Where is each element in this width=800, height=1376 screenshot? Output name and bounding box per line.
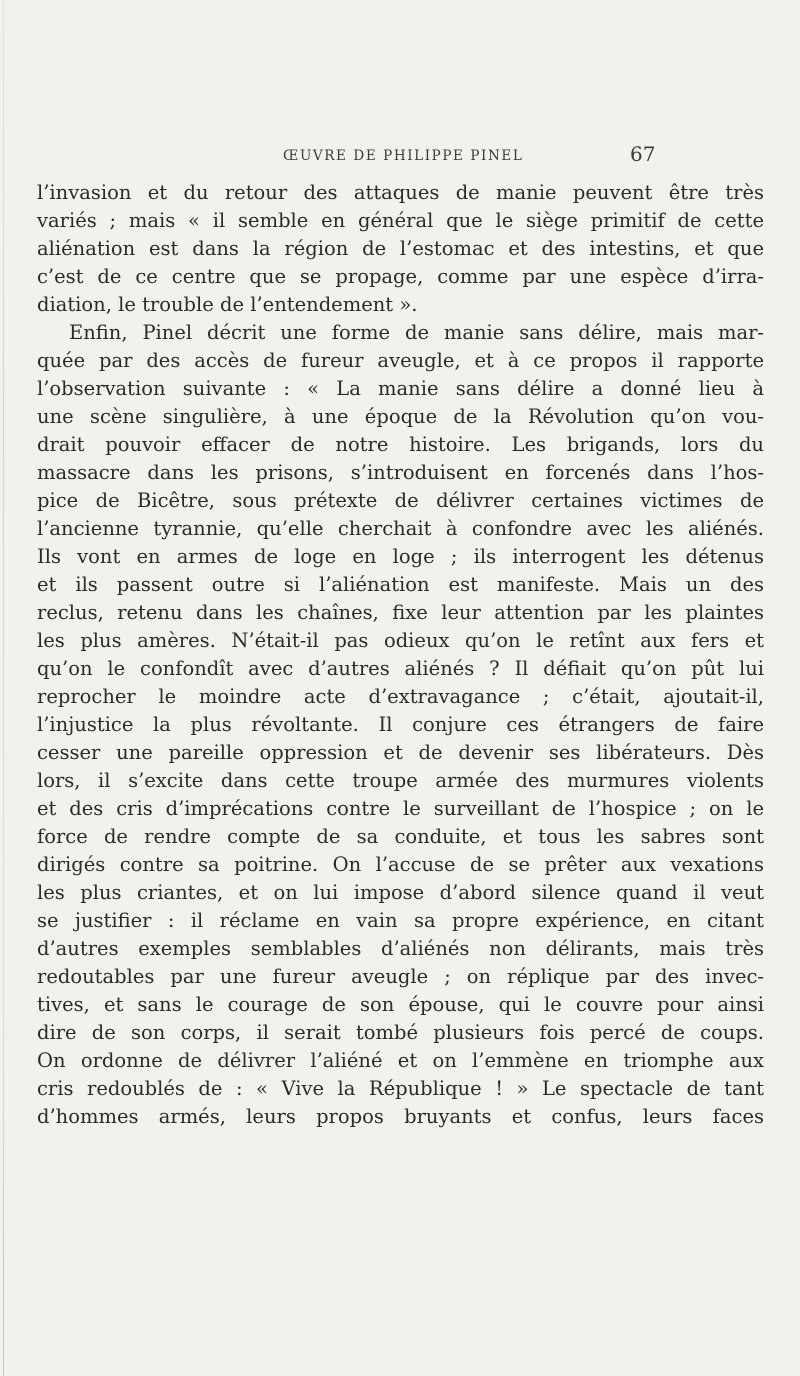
- text-line: tives, et sans le courage de son épouse, qui le couvre pour ainsi: [37, 993, 764, 1016]
- text-line: Ils vont en armes de loge en loge ; ils interrogent les détenus: [37, 545, 764, 568]
- page-number: 67: [630, 142, 656, 166]
- text-line: force de rendre compte de sa conduite, et tous les sabres sont: [37, 825, 764, 848]
- text-line: massacre dans les prisons, s’introduisent en forcenés dans l’hos-: [37, 461, 764, 484]
- text-line: dire de son corps, il serait tombé plusieurs fois percé de coups.: [37, 1021, 764, 1044]
- text-line: lors, il s’excite dans cette troupe armée des murmures violents: [37, 769, 764, 792]
- text-line: qu’on le confondît avec d’autres aliénés ? Il défiait qu’on pût lui: [37, 657, 764, 680]
- text-line: et ils passent outre si l’aliénation est manifeste. Mais un des: [37, 573, 764, 596]
- text-line: d’autres exemples semblables d’aliénés non délirants, mais très: [37, 937, 764, 960]
- page-edge-line: [3, 0, 4, 1376]
- text-line: l’invasion et du retour des attaques de manie peuvent être très: [37, 181, 764, 204]
- text-line: l’ancienne tyrannie, qu’elle cherchait à confondre avec les aliénés.: [37, 517, 764, 540]
- text-line: cris redoublés de : « Vive la République ! » Le spectacle de tant: [37, 1077, 764, 1100]
- running-title: ŒUVRE DE PHILIPPE PINEL: [283, 148, 524, 164]
- text-line: se justifier : il réclame en vain sa propre expérience, en citant: [37, 909, 764, 932]
- text-line: c’est de ce centre que se propage, comme par une espèce d’irra-: [37, 265, 764, 288]
- text-line: quée par des accès de fureur aveugle, et à ce propos il rapporte: [37, 349, 764, 372]
- text-line: les plus amères. N’était-il pas odieux qu’on le retînt aux fers et: [37, 629, 764, 652]
- text-line: reprocher le moindre acte d’extravagance ; c’était, ajoutait-il,: [37, 685, 764, 708]
- text-line: cesser une pareille oppression et de devenir ses libérateurs. Dès: [37, 741, 764, 764]
- text-line: drait pouvoir effacer de notre histoire. Les brigands, lors du: [37, 433, 764, 456]
- text-line: aliénation est dans la région de l’estomac et des intestins, et que: [37, 237, 764, 260]
- text-line: d’hommes armés, leurs propos bruyants et confus, leurs faces: [37, 1105, 764, 1128]
- text-line: diation, le trouble de l’entendement ».: [37, 293, 418, 316]
- running-head: [0, 142, 800, 170]
- text-line: l’observation suivante : « La manie sans délire a donné lieu à: [37, 377, 764, 400]
- text-line: pice de Bicêtre, sous prétexte de délivrer certaines victimes de: [37, 489, 764, 512]
- text-line: les plus criantes, et on lui impose d’abord silence quand il veut: [37, 881, 764, 904]
- text-line: et des cris d’imprécations contre le surveillant de l’hospice ; on le: [37, 797, 764, 820]
- text-line: On ordonne de délivrer l’aliéné et on l’emmène en triomphe aux: [37, 1049, 764, 1072]
- text-line: dirigés contre sa poitrine. On l’accuse de se prêter aux vexations: [37, 853, 764, 876]
- text-line: une scène singulière, à une époque de la Révolution qu’on vou-: [37, 405, 764, 428]
- text-line: variés ; mais « il semble en général que le siège primitif de cette: [37, 209, 764, 232]
- text-line: reclus, retenu dans les chaînes, fixe leur attention par les plaintes: [37, 601, 764, 624]
- text-line: l’injustice la plus révoltante. Il conjure ces étrangers de faire: [37, 713, 764, 736]
- text-line: redoutables par une fureur aveugle ; on réplique par des invec-: [37, 965, 764, 988]
- text-line: Enfin, Pinel décrit une forme de manie sans délire, mais mar-: [69, 321, 764, 344]
